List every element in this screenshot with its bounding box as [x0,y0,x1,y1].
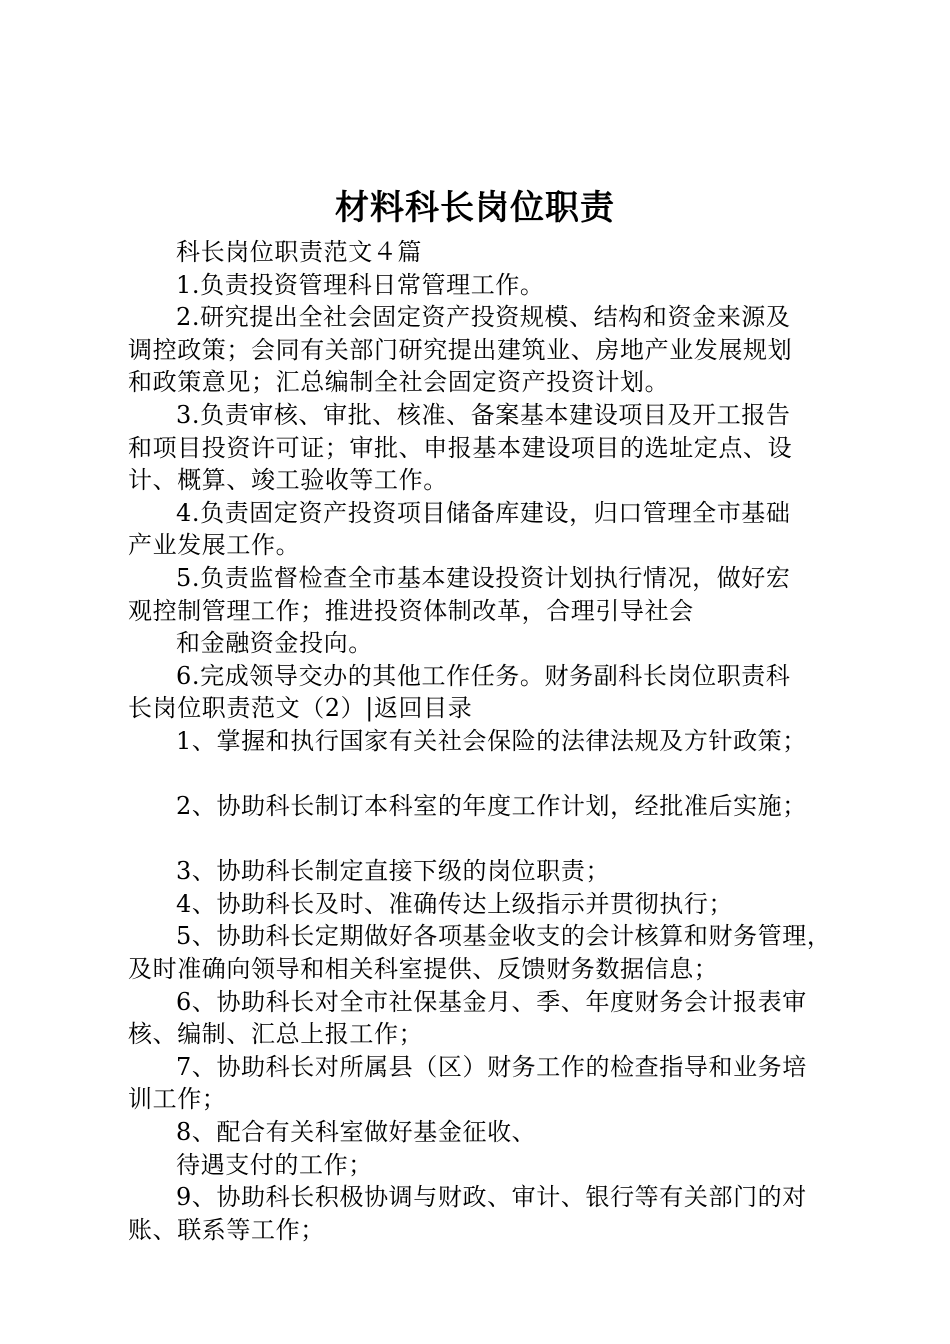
text-line: 5.负责监督检查全市基本建设投资计划执行情况，做好宏 [176,563,791,592]
text-line: 及时准确向领导和相关科室提供、反馈财务数据信息； [128,955,719,984]
text-line: 4、协助科长及时、准确传达上级指示并贯彻执行； [176,889,734,918]
text-line: 3、协助科长制定直接下级的岗位职责； [176,857,611,886]
text-line: 7、协助科长对所属县（区）财务工作的检查指导和业务培 [176,1052,807,1081]
text-line: 1.负责投资管理科日常管理工作。 [176,270,545,299]
text-line: 调控政策；会同有关部门研究提出建筑业、房地产业发展规划 [128,335,793,364]
text-line: 核、编制、汇总上报工作； [128,1020,424,1049]
text-line: 5、协助科长定期做好各项基金收支的会计核算和财务管理， [176,922,832,951]
document-body [128,236,836,1246]
text-line: 8、配合有关科室做好基金征收、 [176,1118,537,1147]
text-line: 和金融资金投向。 [176,629,373,658]
text-line: 1、掌握和执行国家有关社会保险的法律法规及方针政策； [176,726,807,755]
blank-line [128,823,836,856]
text-line: 科长岗位职责范文４篇 [176,238,422,266]
document-title: 材料科长岗位职责 [335,188,615,228]
text-line: 2、协助科长制订本科室的年度工作计划，经批准后实施； [176,792,807,821]
text-line: 账、联系等工作； [128,1215,325,1244]
text-line: 6、协助科长对全市社保基金月、季、年度财务会计报表审 [176,987,807,1016]
text-line: 观控制管理工作；推进投资体制改革，合理引导社会 [128,596,694,625]
text-line: 4.负责固定资产投资项目储备库建设，归口管理全市基础 [176,498,791,527]
text-line: 待遇支付的工作； [176,1150,373,1179]
text-line: 3.负责审核、审批、核准、备案基本建设项目及开工报告 [176,400,791,429]
text-line: 2.研究提出全社会固定资产投资规模、结构和资金来源及 [176,303,791,332]
text-line: 和政策意见；汇总编制全社会固定资产投资计划。 [128,368,670,397]
text-line: 9、协助科长积极协调与财政、审计、银行等有关部门的对 [176,1183,807,1212]
text-line: 产业发展工作。 [128,531,301,560]
text-line: 6.完成领导交办的其他工作任务。财务副科长岗位职责科 [176,661,791,690]
text-line: 和项目投资许可证；审批、申报基本建设项目的选址定点、设 [128,433,793,462]
text-line: 长岗位职责范文（2）|返回目录 [128,694,473,723]
text-line: 计、概算、竣工验收等工作。 [128,466,448,495]
text-line: 训工作； [128,1085,227,1114]
blank-line [128,758,836,791]
